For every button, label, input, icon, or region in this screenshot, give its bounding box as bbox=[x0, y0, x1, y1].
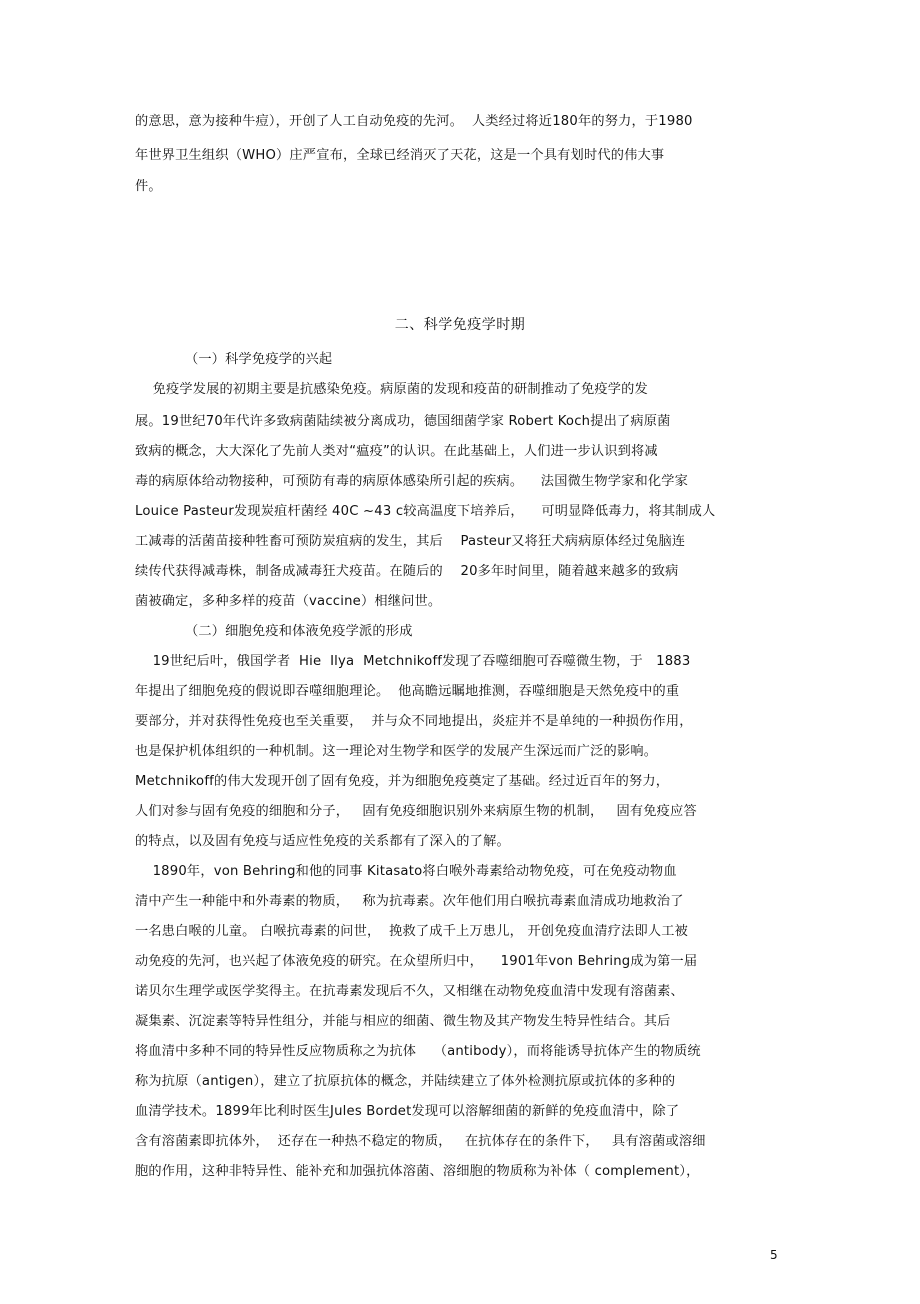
text-line: 毒的病原体给动物接种，可预防有毒的病原体感染所引起的疾病。 法国微生物学家和化学家 bbox=[135, 474, 689, 489]
text-line: 将血清中多种不同的特异性反应物质称之为抗体 （antibody），而将能诱导抗体产生的物质统 bbox=[135, 1044, 701, 1059]
text-line: 动免疫的先河，也兴起了体液免疫的研究。在众望所归中， 1901年von Behring成为第一届 bbox=[135, 954, 698, 969]
text-line: 也是保护机体组织的一种机制。这一理论对生物学和医学的发展产生深远而广泛的影响。 bbox=[135, 744, 658, 759]
text-line: 称为抗原（antigen），建立了抗原抗体的概念，并陆续建立了体外检测抗原或抗体的多种的 bbox=[135, 1074, 676, 1089]
text-line: 的意思，意为接种牛痘），开创了人工自动免疫的先河。 人类经过将近180年的努力，于1980 bbox=[135, 114, 693, 129]
text-line: 的特点，以及固有免疫与适应性免疫的关系都有了深入的了解。 bbox=[135, 834, 510, 849]
subsection-heading: （一）科学免疫学的兴起 bbox=[185, 352, 333, 367]
text-line: 年提出了细胞免疫的假说即吞噬细胞理论。 他高瞻远瞩地推测，吞噬细胞是天然免疫中的重 bbox=[135, 684, 680, 699]
text-line: 展。19世纪70年代许多致病菌陆续被分离成功，德国细菌学家 Robert Koch提出了病原菌 bbox=[135, 414, 671, 429]
page-number: 5 bbox=[770, 1248, 778, 1262]
text-line: 人们对参与固有免疫的细胞和分子， 固有免疫细胞识别外来病原生物的机制， 固有免疫应答 bbox=[135, 804, 697, 819]
text-line: 19世纪后叶，俄国学者 Hie Ilya Metchnikoff发现了吞噬细胞可吞噬微生物，于 1883 bbox=[135, 654, 691, 669]
text-line: 诺贝尔生理学或医学奖得主。在抗毒素发现后不久，又相继在动物免疫血清中发现有溶菌素、 bbox=[135, 984, 684, 999]
text-line: 一名患白喉的儿童。 白喉抗毒素的问世， 挽救了成千上万患儿， 开创免疫血清疗法即人工被 bbox=[135, 924, 689, 939]
text-line: 凝集素、沉淀素等特异性组分，并能与相应的细菌、微生物及其产物发生特异性结合。其后 bbox=[135, 1014, 671, 1029]
text-line: 血清学技术。1899年比利时医生Jules Bordet发现可以溶解细菌的新鲜的免疫血清中，除了 bbox=[135, 1104, 680, 1119]
text-line: Louice Pasteur发现炭疽杆菌经 40C ~43 c较高温度下培养后， 可明显降低毒力，将其制成人 bbox=[135, 504, 716, 519]
text-line: 件。 bbox=[135, 179, 162, 194]
text-line: 免疫学发展的初期主要是抗感染免疫。病原菌的发现和疫苗的研制推动了免疫学的发 bbox=[135, 382, 648, 397]
text-line: 菌被确定，多种多样的疫苗（vaccine）相继问世。 bbox=[135, 594, 442, 609]
text-line: 要部分，并对获得性免疫也至关重要， 并与众不同地提出，炎症并不是单纯的一种损伤作用， bbox=[135, 714, 693, 729]
text-line: 清中产生一种能中和外毒素的物质， 称为抗毒素。次年他们用白喉抗毒素血清成功地救治了 bbox=[135, 894, 684, 909]
text-line: 工减毒的活菌苗接种牲畜可预防炭疽病的发生，其后 Pasteur又将狂犬病病原体经过兔脑连 bbox=[135, 534, 686, 549]
text-line: 续传代获得减毒株，制备成减毒狂犬疫苗。在随后的 20多年时间里，随着越来越多的致病 bbox=[135, 564, 679, 579]
text-line: 年世界卫生组织（WHO）庄严宣布，全球已经消灭了天花，这是一个具有划时代的伟大事 bbox=[135, 148, 665, 163]
subsection-heading: （二）细胞免疫和体液免疫学派的形成 bbox=[185, 624, 413, 639]
text-line: 胞的作用，这种非特异性、能补充和加强抗体溶菌、溶细胞的物质称为补体（ complement）， bbox=[135, 1164, 700, 1179]
text-line: 含有溶菌素即抗体外， 还存在一种热不稳定的物质， 在抗体存在的条件下， 具有溶菌或溶细 bbox=[135, 1134, 706, 1149]
text-line: 致病的概念，大大深化了先前人类对“瘟疫”的认识。在此基础上，人们进一步认识到将减 bbox=[135, 444, 658, 459]
text-line: 1890年，von Behring和他的同事 Kitasato将白喉外毒素给动物免疫，可在免疫动物血 bbox=[135, 864, 677, 879]
text-line: Metchnikoff的伟大发现开创了固有免疫，并为细胞免疫奠定了基础。经过近百年的努力， bbox=[135, 774, 670, 789]
section-title: 二、科学免疫学时期 bbox=[394, 317, 526, 333]
